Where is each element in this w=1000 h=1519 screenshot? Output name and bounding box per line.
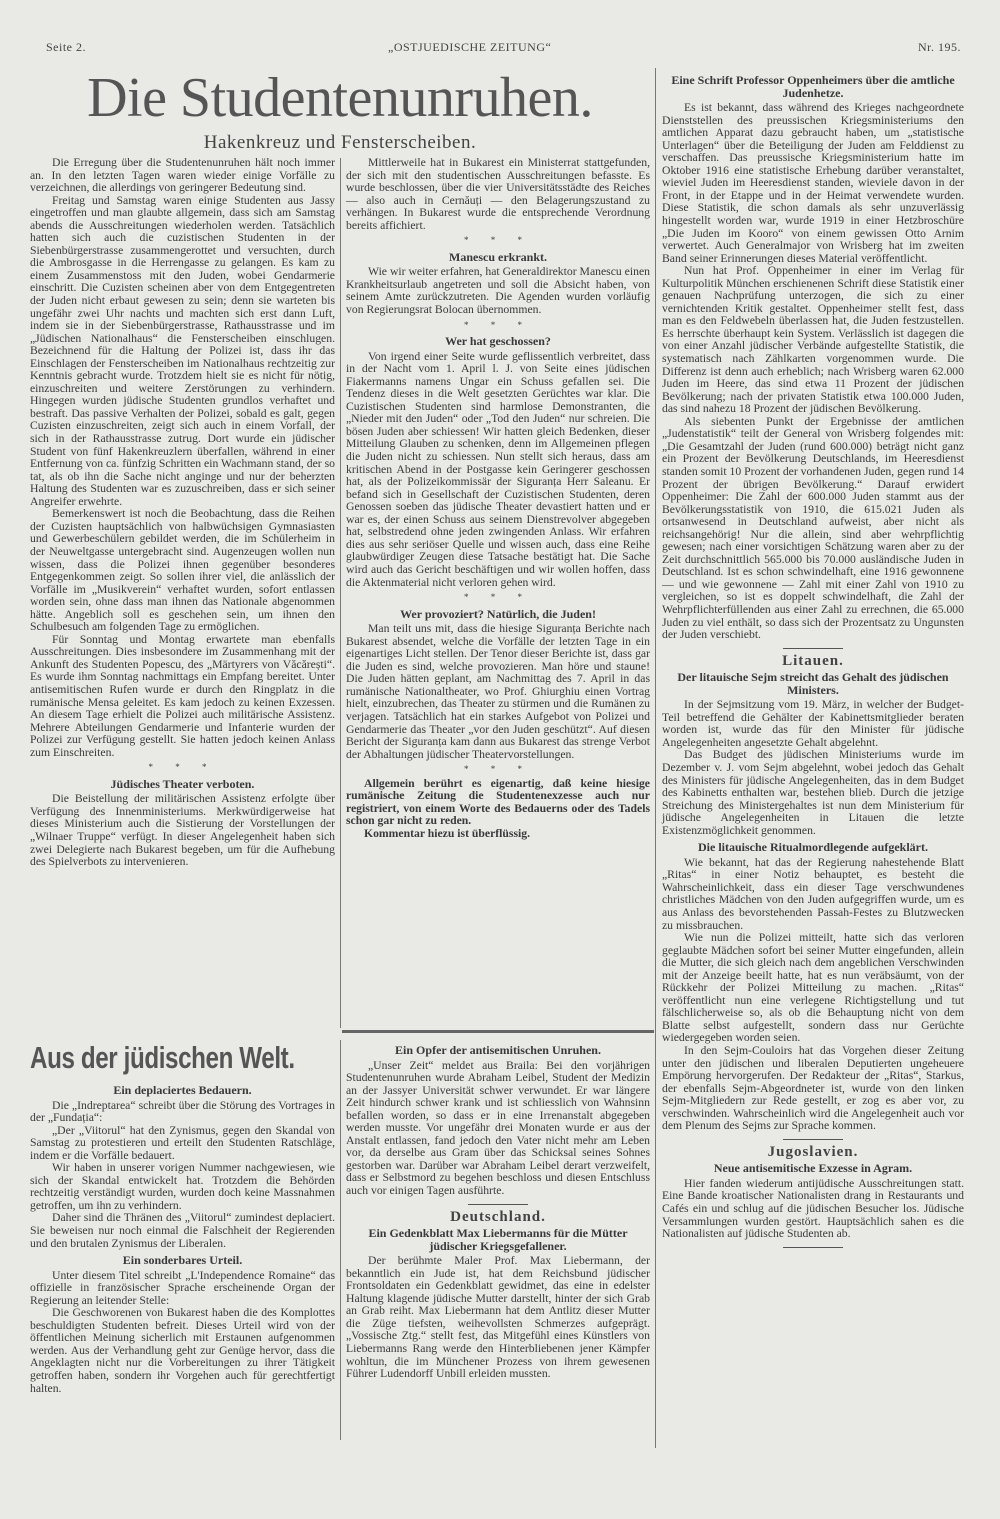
section-heading: Jugoslavien.	[767, 1143, 859, 1160]
column-3	[662, 70, 964, 1254]
article-heading: Ein Opfer der antisemitischen Unruhen.	[395, 1043, 601, 1057]
column-divider	[655, 68, 656, 1448]
paragraph: Man teilt uns mit, dass die hiesige Siguranța Berichte nach Bukarest absendet, welche die Vorfälle der letzten Tage in ein eigenartiges Licht stellen. Der Tenor dieser Berichte ist, dass gar die Juden es sind, welche provozieren. Man höre und staune! Die Juden hätten geplant, am Nachmittag des 7. April in das rumänische Nationaltheater, wo Prof. Ghiurghiu einen Vortrag hielt, einzubrechen, das Theater zu stürmen und die Rumänen zu verjagen. Tatsächlich hat ein starkes Aufgebot von Polizei und Gendarmerie das Theater „vor den Juden geschützt“. Auf diesen Bericht der Siguranța kam dann aus Bukarest das strenge Verbot der Abhaltungen jüdischer Theatervorstellungen.	[346, 622, 650, 761]
paragraph: Wir haben in unserer vorigen Nummer nachgewiesen, wie sich der Skandal entwickelt hat. Trotzdem die Behörden rechtzeitig verständigt wurden, wurden doch keine Massnahmen getroffen, um ihn zu verhindern.	[30, 1161, 335, 1212]
column-1-bottom	[30, 1080, 335, 1395]
bold-paragraph: Kommentar hiezu ist überflüssig.	[364, 826, 531, 840]
separator-rule	[783, 648, 843, 649]
separator-stars: * * *	[464, 592, 532, 603]
paragraph: Als siebenten Punkt der Ergebnisse der amtlichen „Judenstatistik“ teilt der General von Wrisberg folgendes mit: „Die Gesamtzahl der Juden (rund 600.000) beträgt nicht ganz ein Prozent der Bevölkerung Deutschlands, im Heeresdienst standen somit 10 Prozent der vorhandenen Juden, gegen rund 14 Prozent der übrigen Bevölkerung.“ Darauf erwidert Oppenheimer: Die Zahl der 600.000 Juden stammt aus der Bevölkerungsstatistik von 1910, die 615.021 Juden als ortsanwesend in Deutschland aufweist, aber nicht als reichsangehörig! Nur die allein, sind aber wehrpflichtig gewesen; nach einer vorsichtigen Schätzung waren aber zu der Zeit durchschnittlich 565.000 bis 70.000 ausländische Juden in Deutschland. Ist es schon schwindelhaft, eine 1916 gewonnene — und wie gewonnene — Zahl mit einer Zahl von 1910 zu vergleichen, so ist es doppelt schwindelhaft, die Zahl der Wehrpflichterfüllenden aus einer Zahl zu errechnen, die 65.000 Juden zu viel enthält, so dass sich der Prozentsatz zu Ungunsten der Juden verschiebt.	[662, 414, 964, 642]
paragraph: Mittlerweile hat in Bukarest ein Ministerrat stattgefunden, der sich mit den studentischen Ausschreitungen befasste. Es wurde beschlossen, über die vier Universitätsstädte des Reiches — also auch in Cernăuți — den Belagerungszustand zu verhängen. In Bukarest wurde die entsprechende Verordnung bereits affichiert.	[346, 156, 650, 232]
article-heading: Ein sonderbares Urteil.	[122, 1253, 243, 1268]
paragraph: Es ist bekannt, dass während des Krieges nachgeordnete Dienststellen des preussischen Kriegsministeriums den amtlichen Apparat dazu gebraucht haben, um „statistische Unterlagen“ über die Beteiligung der Juden am Felddienst zu verschaffen. Das preussische Kriegsministerium hatte im Oktober 1916 eine statistische Erhebung darüber veranstaltet, wieviel Juden im Heeresdienst standen, wieviele davon in der Front, in der Etappe und in der Heimat verwendete wurden. Diese Statistik, die schon damals als sehr unzuverlässig hingestellt worden war, wurde 1919 in einer Hetzbroschüre „Die Juden im Kooro“ von einem gewissen Otto Arnim verwertet. Auch Generalmajor von Wrisberg hat im zweiten Band seiner Erinnerungen dieses Material veröffentlicht.	[662, 101, 964, 265]
article-heading: Der litauische Sejm streicht das Gehalt des jüdischen Ministers.	[677, 670, 949, 697]
article-heading: Neue antisemitische Exzesse in Agram.	[713, 1161, 913, 1176]
paragraph: Daher sind die Thränen des „Viitorul“ zumindest deplaciert. Sie beweisen nur noch einmal die Falschheit der Regierenden und den brutalen Zynismus der Liberalen.	[30, 1211, 335, 1250]
paragraph: Hier fanden wiederum antijüdische Ausschreitungen statt. Eine Bande kroatischer Nationalisten drang in Restaurants und Cafés ein und schlug auf die jüdischen Besucher los. Jüdische Versammlungen wurden gestört. Hauptsächlich sahen es die Nationalisten auf jüdische Studenten ab.	[662, 1176, 964, 1241]
article-heading: Ein deplaciertes Bedauern.	[113, 1083, 252, 1097]
article-heading: Wer hat geschossen?	[445, 334, 551, 349]
main-subheadline: Hakenkreuz und Fensterscheiben.	[203, 132, 477, 153]
paragraph: Nun hat Prof. Oppenheimer in einer im Verlag für Kulturpolitik München erschienenen Schrift diese Statistik einer genauen Nachprüfung unterzogen, die sich zu einer vernichtenden Kritik gestaltet. Oppenheimer stellt fest, dass man es den Feldwebeln überlassen hat, die Juden festzustellen. Es herrschte überhaupt kein System. Verlässlich ist dagegen die von einer Anzahl jüdischer Verbände aufgestellte Statistik, die systematisch nach Zählkarten vorgenommen wurde. Die Differenz ist denn auch erheblich; nach Wrisberg waren 62.000 Juden im Heere, das sind etwa 11 Prozent der jüdischen Bevölkerung; nach der privaten Statistik etwa 100.000 Juden, das sind nahezu 18 Prozent der jüdischen Bevölkerung.	[662, 264, 964, 416]
paragraph: Die Erregung über die Studentenunruhen hält noch immer an. In den letzten Tagen waren wieder einige Vorfälle zu verzeichnen, die allerdings von geringerer Bedeutung sind.	[30, 156, 335, 195]
section-heading-jewish-world: Aus der jüdischen Welt.	[30, 1040, 295, 1075]
section-heading: Deutschland.	[450, 1208, 546, 1225]
paragraph: Von irgend einer Seite wurde geflissentlich verbreitet, dass in der Nacht vom 1. April l. J. von Seite eines jüdischen Fiakermanns namens Ungar ein Schuss gefallen sei. Die Tendenz dieses in die Welt gesetzten Gerüchtes war klar. Die Cuzistischen Studenten sind harmlose Demonstranten, die „Nieder mit den Juden“ oder „Tod den Juden“ nur schreien. Die bösen Juden aber schiessen! Wir hatten gleich Bedenken, dieser Mitteilung Glauben zu schenken, denn im Allgemeinen pflegen die Juden nicht zu schiessen. Nun stellt sich heraus, dass am kritischen Abend in der Postgasse kein Geringerer geschossen hat, als der Polizeikommissär der Siguranța Herr Saleanu. Er befand sich in Gesellschaft der Cuzistischen Studenten, deren Genossen soeben das jüdische Theater devastiert hatten und er war es, der einen Schuss aus seinem Dienstrevolver abgegeben hat, selbstredend ohne jeden zwingenden Anlass. Wir erfahren dies aus sehr seriöser Quelle und wissen auch, dass eine Reihe glaubwürdiger Zeugen diese Tatsache bestätigt hat. Die Sache wird auch das Gericht beschäftigen und wir wollen hoffen, dass die Aktenmaterial nicht verloren gehen wird.	[346, 349, 650, 589]
article-heading: Ein Gedenkblatt Max Liebermanns für die Mütter jüdischer Kriegsgefallener.	[368, 1226, 628, 1253]
article-heading: Eine Schrift Professor Oppenheimers über die amtliche Judenhetze.	[671, 73, 955, 100]
section-heading: Litauen.	[782, 652, 844, 669]
paragraph: Die Beistellung der militärischen Assistenz erfolgte über Verfügung des Innenministeriums. Merkwürdigerweise hat dieses Ministerium auch die Sistierung der Vorstellungen der „Wilnaer Truppe“ verfügt. In dieser Angelegenheit haben sich zwei Delegierte nach Bukarest begeben, um für die Aufhebung des Spielverbots zu intervenieren.	[30, 792, 335, 869]
column-divider	[340, 158, 341, 1028]
separator-stars: * * *	[464, 319, 532, 330]
paragraph: Die „Indreptarea“ schreibt über die Störung des Vortrages in der „Fundația“:	[30, 1098, 335, 1125]
paragraph: Freitag und Samstag waren einige Studenten aus Jassy eingetroffen und man glaubte allgemein, dass sich am Samstag abends die Ausschreitungen wiederholen werden. Tatsächlich hatten sich auch die cuzistischen Studenten in der Siebenbürgerstrasse zusammengerottet und versuchten, durch die Ambrosgasse in die Herrengasse zu gelangen. Es kam zu einem Zusammenstoss mit den Juden, wobei Gendarmerie einschritt. Die Cuzisten scheinen aber von dem Entgegentreten der Juden nicht erbaut gewesen zu sein; denn sie warteten bis ungefähr zwei Uhr nachts und machten sich erst dann Luft, indem sie in der Siebenbürgerstrasse, Rathausstrasse und im „Jüdischen Nationalhaus“ die Fensterscheiben einschlugen. Bezeichnend für die Haltung der Polizei ist, dass ihr das Einschlagen der Fensterscheiben im Nationalhaus rechtzeitig zur Kenntnis gebracht wurde. Trotzdem hielt sie es nicht für nötig, einzuschreiten und weitere Zerstörungen zu verhindern. Hingegen wurden jüdische Studenten grundlos verhaftet und bestraft. Das passive Verhalten der Polizei, sobald es galt, gegen Cuzisten einzuschreiten, zeigt sich auch in einem Vorfall, der sich in der Rathausstrasse zutrug. Dort wurde ein jüdischer Student von fünf Hakenkreuzlern überfallen, während in einer Entfernung von ca. fünfzig Schritten ein Wachmann stand, der so tat, als ob ihn die Sache nicht anginge und nur der beherzten Haltung des Studenten war es zuzuschreiben, dass er sich seiner Angreifer erwehrte.	[30, 193, 335, 508]
article-heading: Jüdisches Theater verboten.	[110, 776, 255, 791]
column-divider	[340, 1040, 341, 1440]
paragraph: „Unser Zeit“ meldet aus Braila: Bei den vorjährigen Studentenunruhen wurde Abraham Leibel, Student der Medizin an der Jassyer Universität schwer verwundet. Er war längere Zeit hindurch schwer krank und ist schliesslich von Wahnsinn befallen worden, so dass er in eine Irrenanstalt abgegeben werden musste. Vor ungefähr drei Monaten wurde er aus der Anstalt entlassen, fand jedoch den Vater nicht mehr am Leben vor, da derselbe aus Gram über das Schicksal seines Sohnes gestorben war. Darüber war Abraham Leibel derart verzweifelt, dass er Selbstmord zu begehen beschloss und diesen Entschluss auch vor einigen Tagen ausführte.	[346, 1058, 650, 1198]
column-1-top	[30, 157, 335, 869]
separator-rule	[468, 1204, 528, 1205]
separator-stars: * * *	[148, 762, 217, 773]
issue-number: Nr. 195.	[918, 40, 961, 54]
bold-paragraph: Allgemein berührt es eigenartig, daß keine hiesige rumänische Zeitung die Studentenexzesse auch nur registriert, von einem Worte des Bedauerns oder des Tadels schon gar nicht zu reden.	[346, 776, 650, 828]
paragraph: Für Sonntag und Montag erwartete man ebenfalls Ausschreitungen. Dies insbesondere im Zusammenhang mit der Ankunft des Studenten Popescu, des „Märtyrers von Văcărești“. Es wurde ihm Sonntag nachmittags ein Empfang bereitet. Unter antisemitischen Rufen wurde er durch den Ringplatz in die rumänische Mensa geleitet. Es kam jedoch zu keinen Exzessen. An diesem Tage erhielt die Polizei auch militärische Assistenz. Mehrere Abteilungen Gendarmerie und Infanterie wurden der Polizei zur Verfügung gestellt. Sie hatten jedoch keinen Anlass zum Einschreiten.	[30, 632, 335, 759]
article-heading: Die litauische Ritualmordlegende aufgeklärt.	[698, 840, 928, 855]
paragraph: Unter diesem Titel schreibt „L'Independence Romaine“ das offizielle in französischer Sprache erscheinende Organ der Regierung an leitender Stelle:	[30, 1268, 335, 1307]
newspaper-name: „OSTJUEDISCHE ZEITUNG“	[388, 40, 552, 54]
separator-stars: * * *	[464, 235, 532, 246]
column-2-bottom	[346, 1040, 650, 1381]
paragraph: Bemerkenswert ist noch die Beobachtung, dass die Reihen der Cuzisten hauptsächlich von halbwüchsigen Gymnasiasten und Gewerbeschülern gebildet werden, die im Schülerheim in der Neuweltgasse untergebracht sind. Augenzeugen wollen nun wissen, dass die Polizei ihnen gegenüber besonderes Entgegenkommen zeigt. So sollen ihrer viel, die anlässlich der Vorfälle im „Musikverein“ verhaftet wurden, sofort entlassen worden sein, ohne dass man ihnen das Nationale abgenommen hätte. Angeblich soll es geschehen sein, um ihnen den Schulbesuch am folgenden Tage zu ermöglichen.	[30, 507, 335, 634]
paragraph: In den Sejm-Couloirs hat das Vorgehen dieser Zeitung unter den jüdischen und liberalen Deputierten ungeheuere Empörung hervorgerufen. Der Redakteur der „Ritas“, Starkus, der ebenfalls Sejm-Abgeordneter ist, wurde von den linken Sejm-Mitgliedern zur Rede gestellt, er zog es aber vor, zu verschwinden. Wahrscheinlich wird die Angelegenheit auch vor dem Plenum des Sejms zur Sprache kommen.	[662, 1044, 964, 1133]
separator-stars: * * *	[464, 764, 532, 775]
paragraph: Wie wir weiter erfahren, hat Generaldirektor Manescu einen Krankheitsurlaub angetreten und soll die Absicht haben, von seinem Amte zurückzutreten. Die Agenden wurden vorläufig von Regierungsrat Bolocan übernommen.	[346, 265, 650, 317]
section-divider	[342, 1030, 654, 1033]
page-number: Seite 2.	[46, 40, 86, 54]
paragraph: Die Geschworenen von Bukarest haben die des Komplottes beschuldigten Studenten befreit. Dieses Urteil wird von der öffentlichen Meinung sicherlich mit Erstaunen aufgenommen werden. Aus der Verhandlung geht zur Genüge hervor, dass die Angeklagten nicht nur die Vorbereitungen zu ihrer Tätigkeit getroffen haben, sondern ihr Vorgehen auch für gerechtfertigt halten.	[30, 1306, 335, 1395]
paragraph: „Der „Viitorul“ hat den Zynismus, gegen den Skandal von Samstag zu protestieren und erteilt den Studenten Ratschläge, indem er die Vorfälle bedauert.	[30, 1123, 335, 1162]
paragraph: Wie bekannt, hat das der Regierung nahestehende Blatt „Ritas“ in einer Notiz behauptet, es besteht die Wahrscheinlichkeit, dass ein dieser Tage verschwundenes christliches Mädchen von den Juden aufgegriffen wurde, um es aus Anlass des bevorstehenden Passah-Festes zu Blutzwecken zu missbrauchen.	[662, 855, 964, 932]
paragraph: Wie nun die Polizei mitteilt, hatte sich das verloren geglaubte Mädchen sofort bei seiner Mutter eingefunden, allein die Mutter, die sich gleich nach dem angeblichen Verschwinden mit der Anzeige beeilt hatte, hat es nun veräbsäumt, von der Rückkehr der Polizei Mitteilung zu machen. „Ritas“ veröffentlicht nun eine verlegene Richtigstellung und tut fälschlicherweise so, als ob die Behauptung nicht von dem Blatte selbst aufgestellt, sondern dass nur Gerüchte wiedergegeben worden seien.	[662, 931, 964, 1045]
article-heading: Manescu erkrankt.	[449, 249, 547, 264]
separator-rule	[783, 1139, 843, 1140]
paragraph: In der Sejmsitzung vom 19. März, in welcher der Budget-Teil betreffend die Gehälter der Kabinettsmitglieder beraten worden ist, wurde das für den Minister für jüdische Angelegenheiten angesetzte Gehalt abgelehnt.	[662, 698, 964, 749]
separator-rule	[783, 1247, 843, 1248]
column-2-top	[346, 157, 650, 840]
paragraph: Das Budget des jüdischen Ministeriums wurde im Dezember v. J. vom Sejm abgelehnt, wobei jedoch das Gehalt des Ministers für jüdische Angelegenheiten, das in dem Budget des Kabinetts enthalten war, bestehen blieb. Durch die jetzige Streichung des Ministergehaltes ist nun dem Ministerium für jüdische Angelegenheiten in Litauen die letzte Existenzmöglichkeit genommen.	[662, 748, 964, 837]
article-heading: Wer provoziert? Natürlich, die Juden!	[400, 606, 596, 621]
main-headline: Die Studentenunruhen.	[87, 67, 593, 129]
paragraph: Der berühmte Maler Prof. Max Liebermann, der bekanntlich ein Jude ist, hat dem Reichsbund jüdischer Frontsoldaten ein Gedenkblatt gewidmet, das eine in edelster Haltung klagende jüdische Mutter darstellt, hinter der sich Grab an Grab reiht. Max Liebermann hat dem Antlitz dieser Mutter die Züge tiefsten, weihevollsten Schmerzes aufgeprägt. „Vossische Ztg.“ stellt fest, das Mitgefühl eines Künstlers von Liebermanns Rang werde den Hinterbliebenen jener Kämpfer wohltun, die im Münchener Prozess von ihrem gewesenen Führer Ludendorff Unbill erleiden mussten.	[346, 1254, 650, 1381]
